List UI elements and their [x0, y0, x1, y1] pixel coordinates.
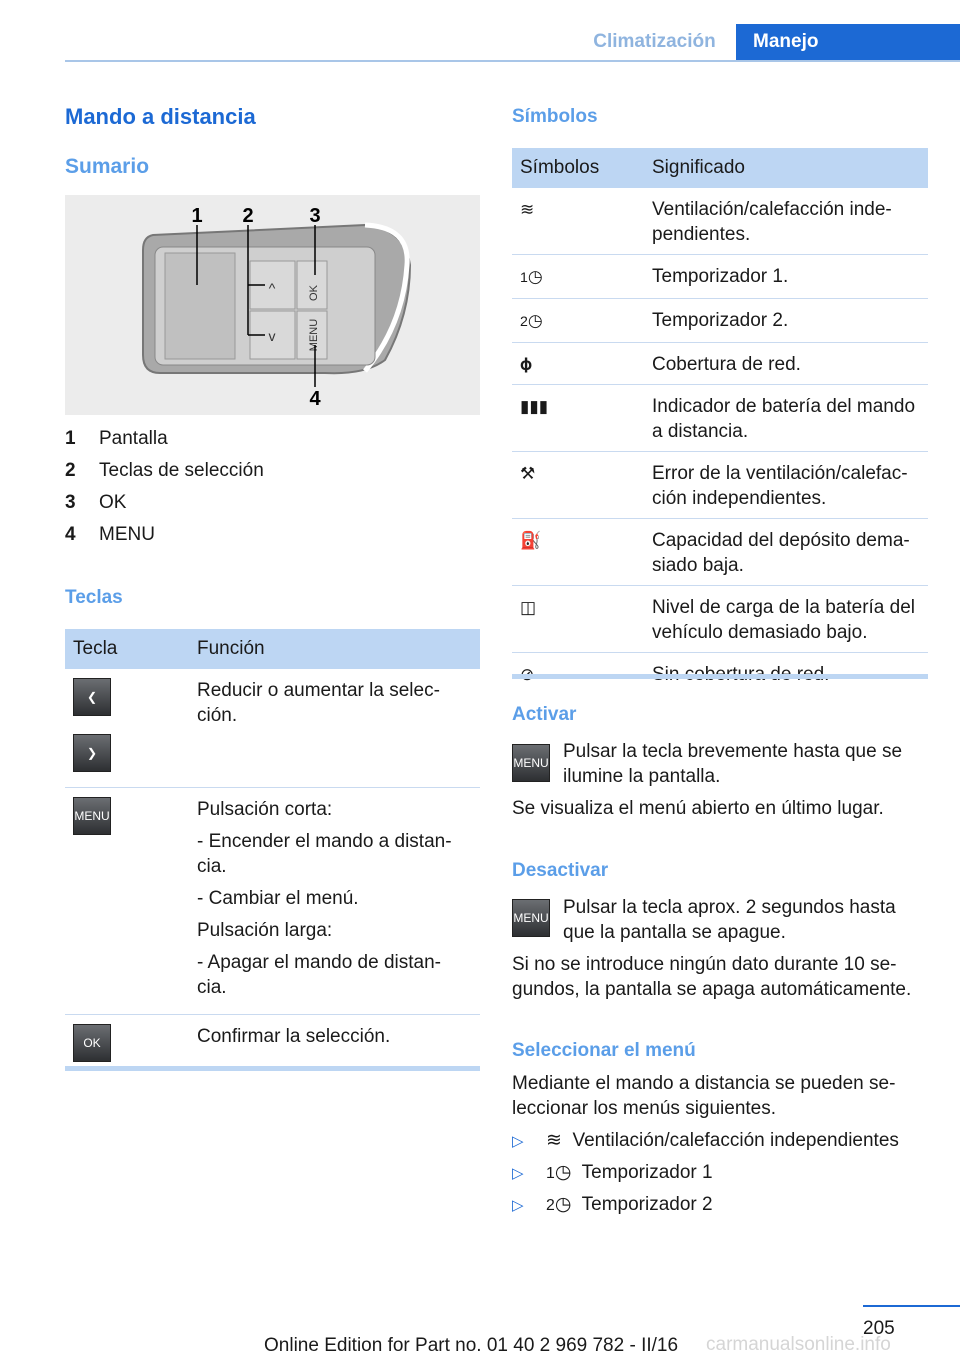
header-rule [65, 60, 960, 62]
meaning-text: Error de la ventilación/calefac- ción independientes. [644, 452, 928, 519]
col-tecla: Tecla [65, 629, 189, 669]
col-simbolos: Símbolos [512, 148, 644, 188]
function-text: Pulsación corta: - Encender el mando a distan- cia. - Cambiar el menú. Pulsación larga: - Apagar el mando de distan- cia. [189, 788, 480, 1015]
table-row [512, 519, 928, 586]
menu-key-icon: MENU [512, 899, 550, 937]
edition-text: Online Edition for Part no. 01 40 2 969 782 - II/16 [264, 1335, 679, 1356]
ok-key-icon: OK [73, 1024, 111, 1062]
activar-heading: Activar [512, 704, 577, 725]
meaning-text: Cobertura de red. [644, 343, 928, 385]
watermark: carmanualsonline.info [706, 1334, 891, 1355]
tab-climatizacion[interactable]: Climatización [593, 31, 716, 52]
meaning-text: Temporizador 1. [644, 255, 928, 299]
sumario-heading: Sumario [65, 155, 150, 178]
page-number: 205 [863, 1318, 895, 1339]
activar-instruction: Pulsar la tecla brevemente hasta que se ilumine la pantalla. [563, 741, 903, 787]
ventilation-icon: ≋ [546, 1130, 562, 1151]
timer-icon: ◷ [554, 1194, 572, 1215]
battery-icon: ▮▮▮ [520, 397, 549, 416]
timer-icon: 2◷ [520, 311, 543, 330]
ventilation-icon: ≋ [520, 200, 535, 219]
callout-2: 2 [242, 205, 254, 227]
menu-list [512, 1128, 899, 1224]
low-vehicle-battery-icon: ◫ [520, 598, 537, 617]
function-text: Confirmar la selección. [197, 1026, 391, 1047]
page-title: Mando a distancia [65, 104, 256, 129]
desactivar-note: Si no se introduce ningún dato durante 10 se- gundos, la pantalla se apaga automáticamente. [512, 954, 912, 1000]
activar-note: Se visualiza el menú abierto en último lugar. [512, 798, 884, 819]
legend-item: 4 MENU [65, 524, 155, 545]
meaning-text: Nivel de carga de la batería del vehículo demasiado bajo. [644, 586, 928, 653]
table-row [512, 299, 928, 343]
table-end-rule [512, 674, 928, 679]
table-row [65, 788, 480, 1015]
menu-key-icon: MENU [512, 744, 550, 782]
function-text: Reducir o aumentar la selec- ción. [189, 669, 480, 788]
timer-icon: 1◷ [520, 267, 543, 286]
keys-table [65, 629, 480, 1073]
figure-ok-label: OK [308, 285, 320, 301]
table-row [512, 385, 928, 452]
table-row [65, 669, 480, 788]
chevron-left-icon: ❮ [73, 678, 111, 716]
table-row [65, 1015, 480, 1074]
callout-1: 1 [191, 205, 203, 227]
menu-key-icon: MENU [73, 797, 111, 835]
callout-4: 4 [309, 388, 321, 410]
svg-text:v: v [268, 328, 276, 344]
seleccionar-intro: Mediante el mando a distancia se pueden se- leccionar los menús siguientes. [512, 1073, 896, 1119]
table-row [512, 586, 928, 653]
callout-3: 3 [309, 205, 321, 227]
signal-icon: 𝛟 [520, 355, 533, 374]
list-item: ▷ 2◷ Temporizador 2 [512, 1194, 713, 1215]
remote-control-figure [65, 195, 480, 415]
table-row [512, 255, 928, 299]
meaning-text: Temporizador 2. [644, 299, 928, 343]
desactivar-instruction: Pulsar la tecla aprox. 2 segundos hasta que la pantalla se apague. [563, 897, 896, 943]
legend-item: 2 Teclas de selección [65, 460, 264, 481]
svg-text:^: ^ [268, 280, 276, 296]
table-row [512, 343, 928, 385]
desactivar-heading: Desactivar [512, 860, 609, 881]
footer-rule [863, 1305, 960, 1307]
legend-item: 1 Pantalla [65, 428, 168, 449]
seleccionar-heading: Seleccionar el menú [512, 1040, 696, 1061]
figure-legend [65, 428, 475, 556]
meaning-text: Capacidad del depósito dema- siado baja. [644, 519, 928, 586]
col-funcion: Función [189, 629, 480, 669]
fuel-pump-icon: ⛽ [520, 531, 542, 550]
list-item: ▷ ≋ Ventilación/calefacción independientes [512, 1130, 899, 1151]
legend-item: 3 OK [65, 492, 127, 513]
page-header [0, 24, 960, 62]
symbols-table [512, 148, 928, 694]
wrench-icon: ⚒ [520, 464, 536, 483]
table-end-rule [65, 1066, 480, 1071]
table-row [512, 452, 928, 519]
meaning-text: Ventilación/calefacción inde- pendientes. [644, 188, 928, 255]
list-item: ▷ 1◷ Temporizador 1 [512, 1162, 713, 1183]
simbolos-heading: Símbolos [512, 106, 598, 127]
chevron-right-icon: ❯ [73, 734, 111, 772]
figure-menu-label: MENU [308, 318, 320, 352]
teclas-heading: Teclas [65, 587, 123, 608]
meaning-text: Indicador de batería del mando a distancia. [644, 385, 928, 452]
col-significado: Significado [644, 148, 928, 188]
tab-manejo[interactable]: Manejo [736, 24, 960, 62]
timer-icon: ◷ [554, 1162, 572, 1183]
table-row [512, 188, 928, 255]
